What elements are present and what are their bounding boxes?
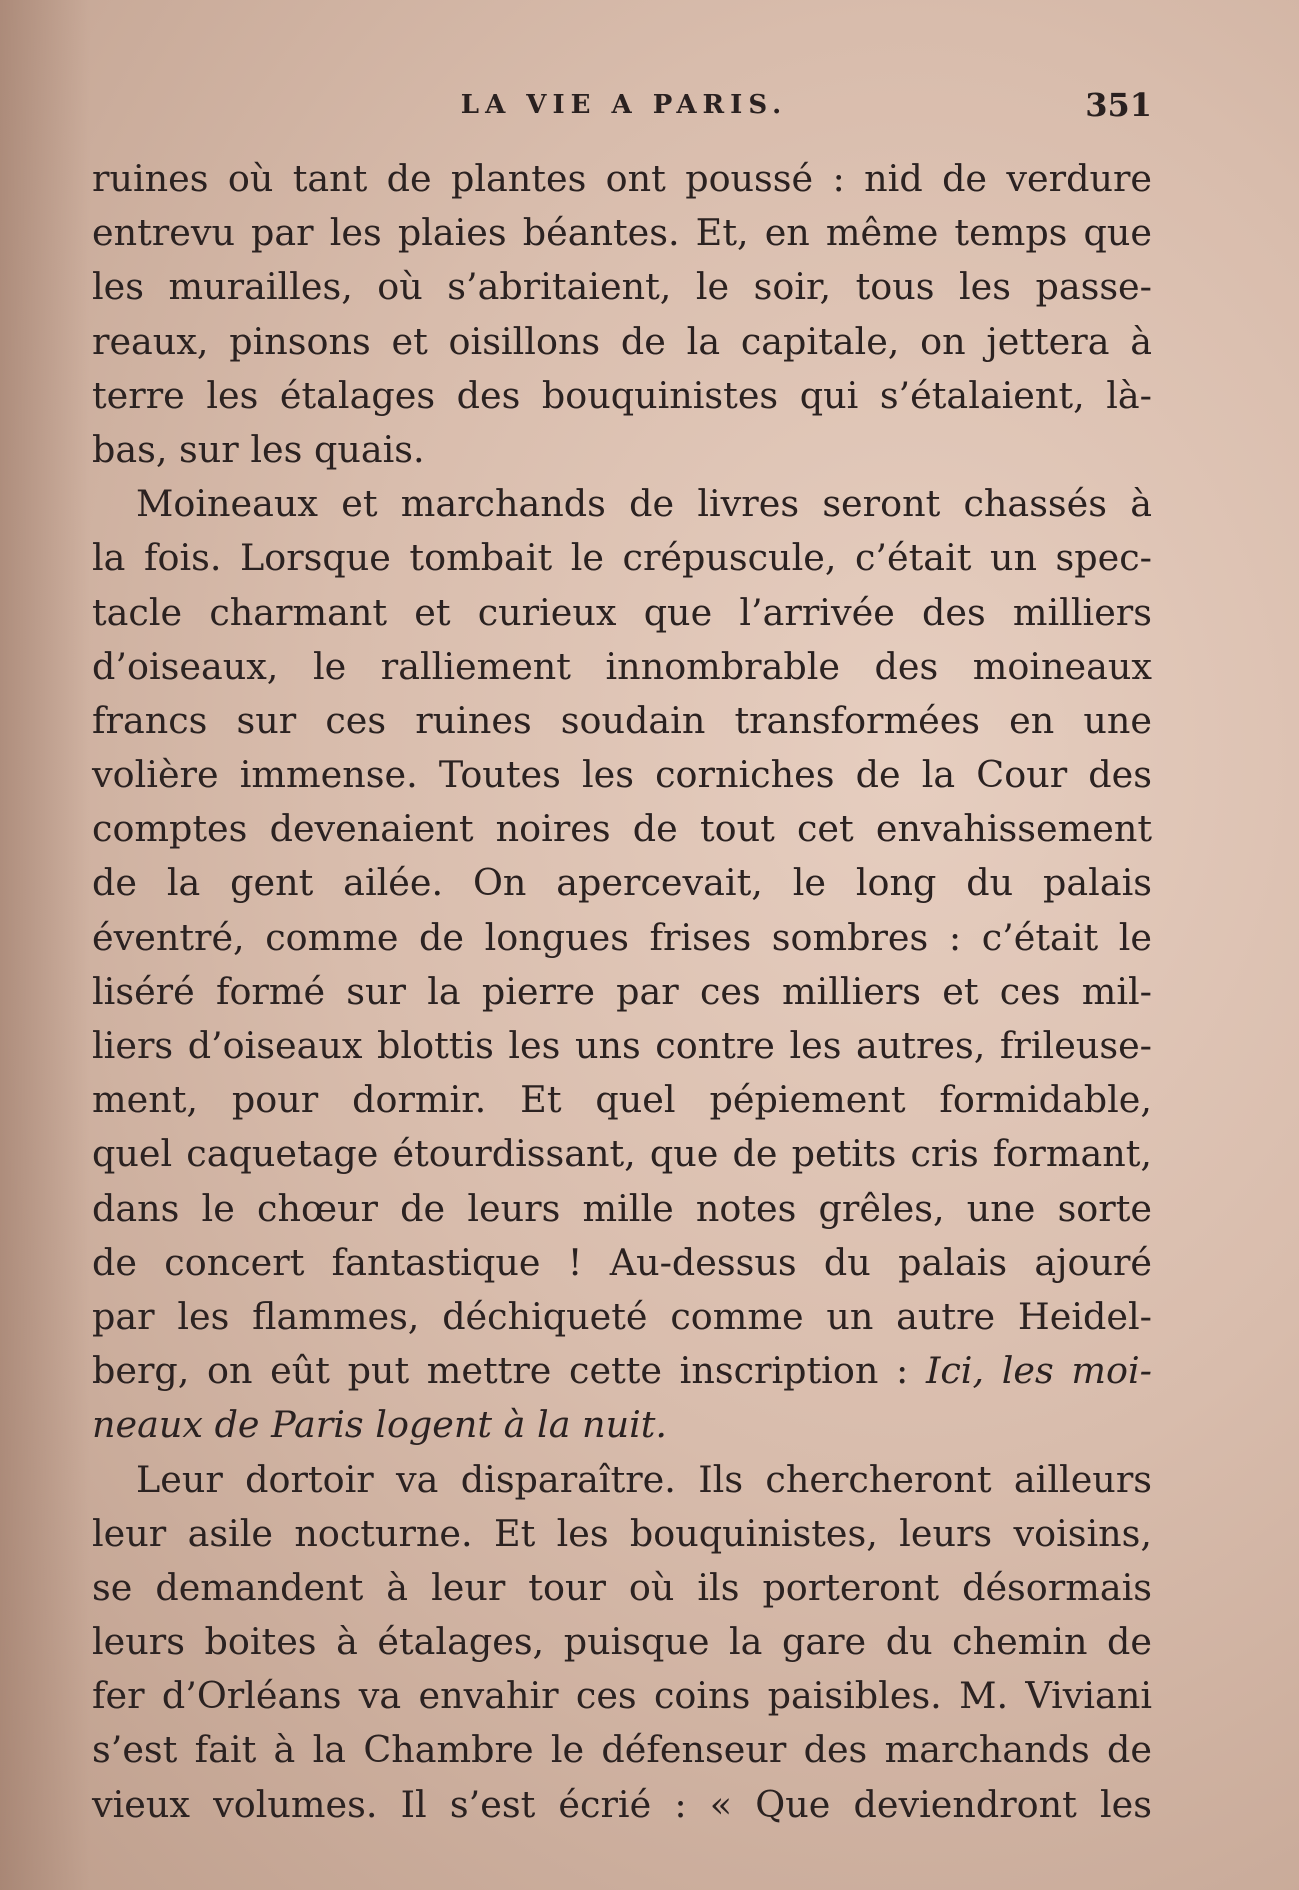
text-line: Moineaux et marchands de livres seront chassés à [136,482,1152,526]
body-text [92,152,1152,1832]
page-number: 351 [1085,86,1152,124]
text-line: d’oiseaux, le ralliement innombrable des moineaux [92,644,1152,688]
text-line: comptes devenaient noires de tout cet envahissement [92,807,1152,851]
text-line: entrevu par les plaies béantes. Et, en même temps que [92,211,1152,255]
italic-text-line [92,1398,1152,1452]
text-line: terre les étalages des bouquinistes qui s’étalaient, là- [92,373,1152,417]
text-line: quel caquetage étourdissant, que de petits cris formant, [92,1132,1152,1176]
running-title: LA VIE A PARIS. [460,90,788,120]
text-line: liers d’oiseaux blottis les uns contre les autres, frileuse- [92,1024,1152,1067]
text-line: fer d’Orléans va envahir ces coins paisibles. M. Viviani [92,1674,1152,1718]
page-header [96,86,1152,126]
text-line: ruines où tant de plantes ont poussé : nid de verdure [92,157,1152,200]
text-line: bas, sur les quais. [92,427,425,471]
text-line: la fois. Lorsque tombait le crépuscule, c’était un spec- [92,536,1152,580]
text-line: leur asile nocturne. Et les bouquinistes, leurs voisins, [92,1511,1152,1555]
text-line: de concert fantastique ! Au-dessus du palais ajouré [92,1240,1152,1284]
text-run: berg, on eût put mettre cette inscription : [92,1349,926,1393]
text-line: Leur dortoir va disparaître. Ils chercheront ailleurs [136,1457,1152,1501]
text-line: se demandent à leur tour où ils porteront désormais [92,1565,1152,1609]
text-line: ment, pour dormir. Et quel pépiement formidable, [92,1078,1152,1122]
text-line: reaux, pinsons et oisillons de la capitale, on jettera à [92,319,1152,363]
text-line: par les flammes, déchiqueté comme un autre Heidel- [92,1294,1152,1338]
text-line: s’est fait à la Chambre le défenseur des marchands de [92,1728,1152,1772]
text-line: de la gent ailée. On apercevait, le long du palais [92,861,1152,905]
page-gutter-shadow [0,0,90,1890]
text-line: éventré, comme de longues frises sombres : c’était le [92,915,1152,959]
text-line: dans le chœur de leurs mille notes grêles, une sorte [92,1186,1152,1230]
text-line: les murailles, où s’abritaient, le soir, tous les passe- [92,265,1152,309]
italic-run: Ici, les moi- [925,1349,1152,1393]
text-line: liséré formé sur la pierre par ces milliers et ces mil- [92,969,1152,1013]
text-line: volière immense. Toutes les corniches de la Cour des [92,753,1152,797]
text-line-with-italic [92,1344,1152,1398]
text-line: tacle charmant et curieux que l’arrivée des milliers [92,590,1152,634]
text-line: vieux volumes. Il s’est écrié : « Que deviendront les [92,1782,1152,1826]
text-line: francs sur ces ruines soudain transformées en une [92,698,1152,742]
text-line: leurs boites à étalages, puisque la gare du chemin de [92,1620,1152,1664]
italic-run: neaux de Paris logent à la nuit. [92,1403,668,1447]
